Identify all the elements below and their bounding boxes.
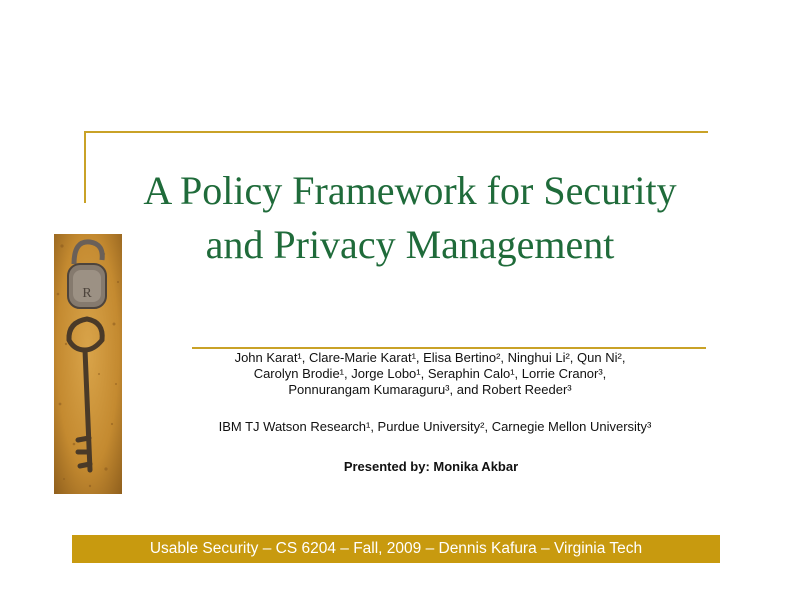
author-list [150, 350, 710, 398]
svg-text:R: R [82, 286, 92, 301]
lock-and-key-image [54, 234, 122, 494]
slide-title-line-1: A Policy Framework for Security [143, 168, 677, 213]
affiliations: IBM TJ Watson Research¹, Purdue University², Carnegie Mellon University³ [218, 419, 652, 434]
presenter-line: Presented by: Monika Akbar [343, 459, 519, 474]
footer-banner: Usable Security – CS 6204 – Fall, 2009 – Dennis Kafura – Virginia Tech [72, 535, 720, 563]
author-line-2: Carolyn Brodie¹, Jorge Lobo¹, Seraphin Calo¹, Lorrie Cranor³, [253, 366, 607, 381]
slide-title [100, 164, 720, 272]
slide-title-line-2: and Privacy Management [205, 222, 615, 267]
author-line-3: Ponnurangam Kumaraguru³, and Robert Reeder³ [288, 382, 572, 397]
title-frame-left-line [84, 131, 86, 203]
title-frame-top-line [84, 131, 708, 133]
author-line-1: John Karat¹, Clare-Marie Karat¹, Elisa Bertino², Ninghui Li², Qun Ni², [234, 350, 626, 365]
subtitle-divider [192, 347, 706, 349]
